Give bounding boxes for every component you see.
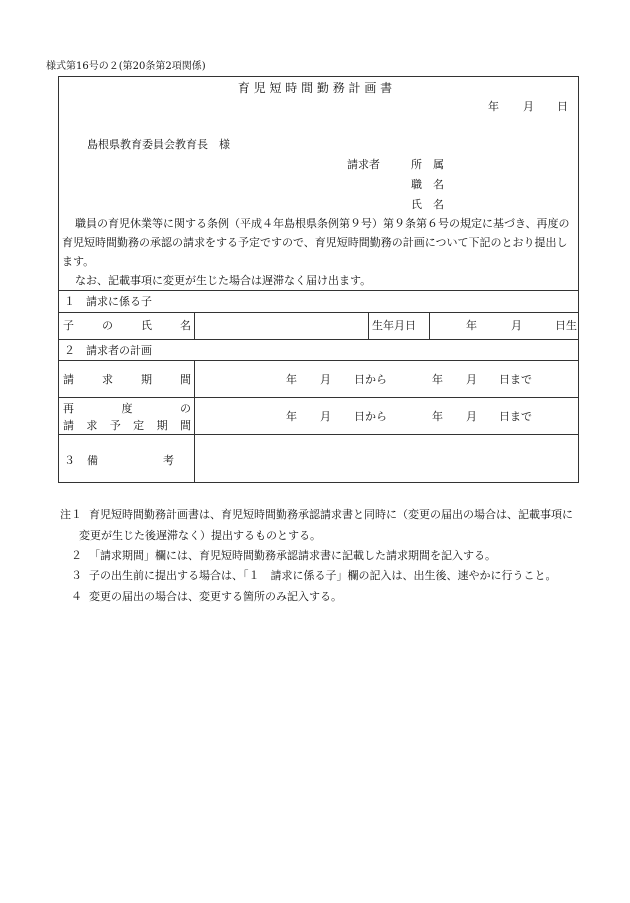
divider	[429, 312, 430, 339]
label-char: 間	[179, 419, 191, 432]
planned-start-year: 年	[286, 410, 297, 423]
name-label: 氏 名	[411, 198, 444, 211]
divider	[58, 360, 579, 361]
label-char: 期	[141, 373, 152, 386]
label-char: 求	[86, 419, 98, 432]
body-line-1: 職員の育児休業等に関する条例（平成４年島根県条例第９号）第９条第６号の規定に基づき、再度の	[75, 217, 570, 230]
period-end-day: 日まで	[499, 373, 532, 386]
planned-start-month: 月	[320, 410, 331, 423]
note4-text: 変更の届出の場合は、変更する箇所のみ記入する。	[89, 590, 342, 603]
period-start-year: 年	[286, 373, 297, 386]
birth-day-label: 日生	[555, 319, 577, 332]
remarks-label-1: 備	[87, 454, 98, 467]
label-char: 間	[180, 373, 191, 386]
birth-month-label: 月	[511, 319, 522, 332]
date-day-label: 日	[557, 100, 568, 113]
planned-end-month: 月	[466, 410, 477, 423]
divider	[58, 434, 579, 435]
form-id: 様式第16号の２(第20条第2項関係)	[46, 61, 206, 72]
label-char: 再	[63, 402, 74, 415]
affiliation-label: 所 属	[411, 158, 444, 171]
label-char: 度	[121, 402, 133, 415]
addressee: 島根県教育委員会教育長 様	[87, 138, 230, 151]
note2-text: 「請求期間」欄には、育児短時間勤務承認請求書に記載した請求期間を記入する。	[89, 549, 496, 562]
form-title: 育 児 短 時 間 勤 務 計 画 書	[237, 81, 393, 95]
period-label	[63, 374, 191, 385]
planned-end-year: 年	[432, 410, 443, 423]
section1-heading: １ 請求に係る子	[64, 295, 152, 308]
date-month-label: 月	[523, 100, 534, 113]
date-year-label: 年	[488, 100, 499, 113]
label-char: 定	[133, 419, 145, 432]
requester-label: 請求者	[347, 158, 380, 171]
label-char: 請	[63, 419, 74, 432]
body-line-3: ます。	[62, 255, 95, 268]
planned-label-line2	[63, 420, 191, 431]
child-name-label	[63, 320, 191, 331]
label-char: の	[102, 319, 113, 332]
note4-prefix: ４	[71, 590, 82, 603]
label-char: 子	[63, 319, 74, 332]
planned-end-day: 日まで	[499, 410, 532, 423]
divider	[194, 360, 195, 483]
label-char: 期	[156, 419, 168, 432]
birthdate-label: 生年月日	[372, 319, 416, 332]
label-char: 氏	[141, 319, 152, 332]
period-end-month: 月	[466, 373, 477, 386]
note3-text: 子の出生前に提出する場合は、「１ 請求に係る子」欄の記入は、出生後、速やかに行うこと。	[89, 569, 557, 582]
divider	[368, 312, 369, 339]
section2-heading: ２ 請求者の計画	[64, 344, 152, 357]
label-char: 請	[63, 373, 74, 386]
divider	[58, 290, 579, 291]
period-start-day: 日から	[354, 373, 387, 386]
label-char: の	[180, 402, 191, 415]
note1-line1: 育児短時間勤務計画書は、育児短時間勤務承認請求書と同時に（変更の届出の場合は、記載事項に	[89, 508, 573, 521]
planned-start-day: 日から	[354, 410, 387, 423]
birth-year-label: 年	[466, 319, 477, 332]
divider	[194, 312, 195, 339]
note3-prefix: ３	[71, 569, 82, 582]
divider	[58, 397, 579, 398]
remarks-label-2: 考	[163, 454, 174, 467]
label-char: 名	[180, 319, 191, 332]
section3-number: ３	[64, 454, 75, 467]
period-end-year: 年	[432, 373, 443, 386]
planned-label-line1	[63, 403, 191, 414]
note2-prefix: ２	[71, 549, 82, 562]
period-start-month: 月	[320, 373, 331, 386]
divider	[58, 339, 579, 340]
label-char: 予	[109, 419, 121, 432]
position-label: 職 名	[411, 178, 444, 191]
body-line-2: 育児短時間勤務の承認の請求をする予定ですので、育児短時間勤務の計画について下記のとおり提出し	[62, 236, 568, 249]
divider	[58, 312, 579, 313]
body-line-4: なお、記載事項に変更が生じた場合は遅滞なく届け出ます。	[75, 274, 372, 287]
label-char: 求	[102, 373, 113, 386]
note1-prefix: 注１	[60, 508, 82, 521]
note1-line2: 変更が生じた後遅滞なく）提出するものとする。	[79, 529, 321, 542]
